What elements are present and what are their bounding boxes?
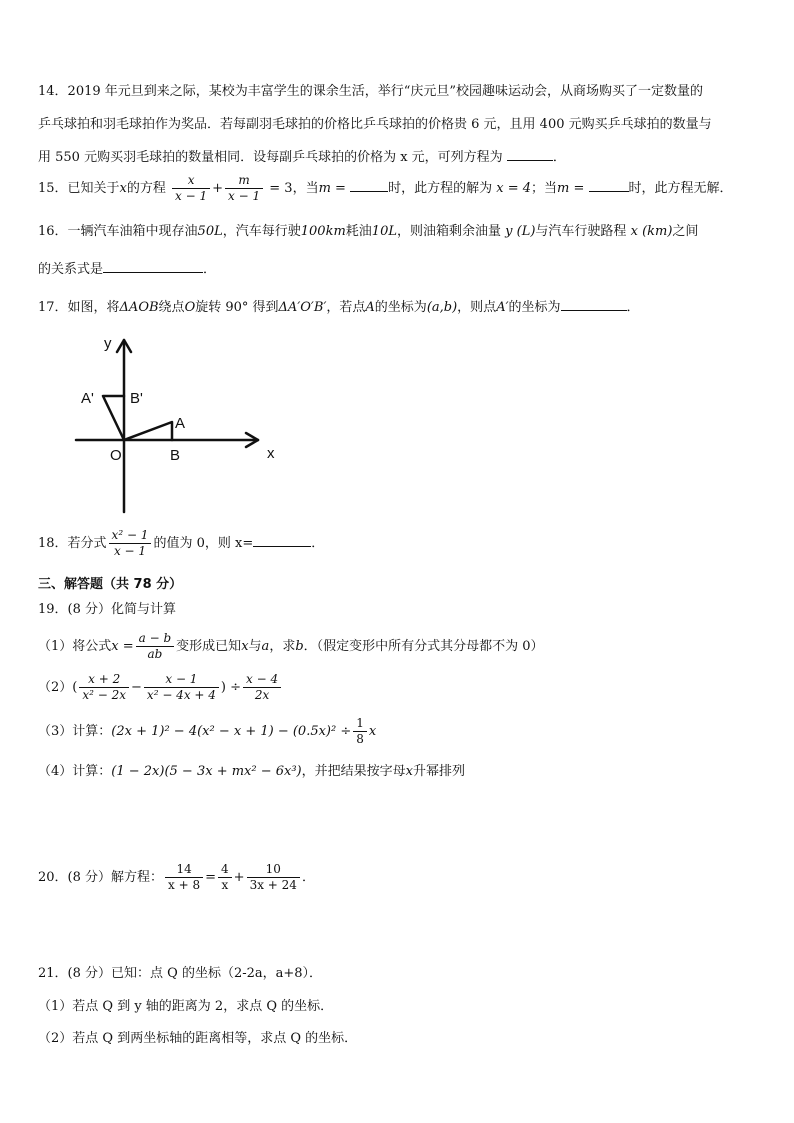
q21-line3: （2）若点 Q 到两坐标轴的距离相等，求点 Q 的坐标． — [38, 1031, 358, 1046]
label-y: y — [104, 335, 112, 352]
q19-p3-expr: (2x + 1)² − 4(x² − x + 1) − (0.5x)² ÷ — [111, 724, 352, 739]
q15-prefix: 15．已知关于 — [38, 181, 120, 196]
label-B: B — [170, 447, 181, 464]
q17-e: 的坐标为 — [374, 300, 427, 315]
numerator: x − 1 — [144, 672, 219, 688]
numerator: m — [225, 173, 263, 189]
q16-x: x — [630, 224, 638, 239]
q18-fraction — [109, 528, 152, 559]
q19-p4-x: x — [405, 764, 413, 779]
q15-line — [38, 172, 733, 206]
answer-blank[interactable] — [103, 258, 203, 273]
q21-line1: 21．(8 分）已知：点 Q 的坐标（2-2a，a+8）． — [38, 966, 323, 981]
coordinate-figure — [70, 328, 290, 518]
q19-p1-g: b — [295, 639, 304, 654]
q16-yL: (L) — [516, 224, 536, 239]
q19-p1-h: ．（假定变形中所有分式其分母都不为 0） — [303, 639, 544, 654]
q20-period: ． — [301, 870, 315, 885]
q19-p2-fraction-3 — [243, 672, 281, 703]
equals-sign: = — [205, 870, 217, 885]
q19-part2 — [38, 670, 283, 706]
q14-line2: 乒乓球拍和羽毛球拍作为奖品．若每副羽毛球拍的价格比乒乓球拍的价格贵 6 元，且用 400 元购买乒乓球拍的数量与 — [38, 117, 712, 132]
answer-blank[interactable] — [507, 146, 553, 161]
q19-p1-fraction — [136, 631, 175, 662]
q16-b: ，汽车每行驶 — [222, 224, 301, 239]
label-A-prime: A' — [81, 390, 94, 407]
denominator: x − 1 — [175, 189, 208, 203]
q18-a: 18．若分式 — [38, 536, 107, 551]
q15-eq3: = 3，当 — [269, 181, 319, 196]
q19-p4-a: （4）计算： — [38, 764, 112, 779]
answer-blank[interactable] — [589, 177, 629, 192]
q19-p2-fraction-1 — [79, 672, 129, 703]
q17-a: 17．如图，将 — [38, 300, 120, 315]
answer-blank[interactable] — [561, 296, 627, 311]
numerator: 10 — [247, 862, 300, 878]
numerator: a − b — [136, 631, 175, 647]
numerator: x — [172, 173, 210, 189]
label-B-prime: B' — [130, 390, 143, 407]
q16-line2 — [38, 258, 216, 280]
q16-v50: 50L — [197, 224, 223, 239]
q19-p3-fraction — [353, 716, 367, 747]
q15-fraction-1 — [172, 173, 210, 204]
q19-p1-f: ，求 — [269, 639, 296, 654]
q19-p4-expr: (1 − 2x)(5 − 3x + mx² − 6x³) — [111, 764, 302, 779]
q15-fraction-2 — [225, 173, 263, 204]
q20-a: 20．(8 分）解方程： — [38, 870, 164, 885]
denominator: ab — [147, 647, 163, 661]
denominator: 2x — [254, 688, 270, 702]
q14-line3-text: 用 550 元购买羽毛球拍的数量相同．设每副乒乓球拍的价格为 x 元，可列方程为 — [38, 150, 503, 165]
q17-tri1: ΔAOB — [119, 300, 159, 315]
q17-A2: A′ — [496, 300, 509, 315]
q20-line — [38, 858, 315, 898]
q20-fraction-2 — [218, 862, 232, 893]
numerator: x − 4 — [243, 672, 281, 688]
q16-line1 — [38, 222, 698, 242]
section-heading: 三、解答题（共 78 分） — [38, 577, 183, 592]
q18-line — [38, 526, 324, 562]
q19-title: 19．(8 分）化简与计算 — [38, 602, 177, 617]
q19-part1 — [38, 630, 544, 664]
answer-blank[interactable] — [253, 532, 311, 547]
q20-fraction-3 — [247, 862, 300, 893]
denominator: x − 1 — [113, 544, 147, 558]
q17-d: ，若点 — [326, 300, 366, 315]
q15-t3: 时，此方程无解． — [628, 181, 733, 196]
label-A: A — [175, 415, 186, 432]
q19-p2-div: ) ÷ — [220, 680, 242, 695]
q16-e: 与汽车行驶路程 — [535, 224, 627, 239]
label-x: x — [267, 445, 275, 462]
q19-p4-c: 升幂排列 — [413, 764, 466, 779]
q17-O: O — [184, 300, 196, 315]
q16-f: 之间 — [672, 224, 699, 239]
q19-p2-a: （2）( — [38, 680, 78, 695]
q16-line2-text: 的关系式是 — [38, 262, 104, 277]
numerator: 1 — [353, 716, 367, 732]
q19-p1-c: x — [241, 639, 249, 654]
q15-var-x: x — [119, 181, 127, 196]
q16-v100: 100km — [300, 224, 346, 239]
denominator: 8 — [356, 732, 364, 746]
q15-t1: 时，此方程的解为 — [388, 181, 493, 196]
denominator: x — [221, 878, 229, 892]
denominator: 3x + 24 — [249, 878, 297, 892]
q17-line — [38, 296, 640, 318]
q19-p2-fraction-2 — [144, 672, 219, 703]
q15-t2: ；当 — [531, 181, 558, 196]
numerator: x² − 1 — [109, 528, 152, 544]
q18-period: ． — [311, 536, 325, 551]
q19-p1-b: 变形成已知 — [176, 639, 242, 654]
numerator: 4 — [218, 862, 232, 878]
minus-sign: − — [131, 680, 142, 695]
q17-A: A — [365, 300, 375, 315]
denominator: x² − 2x — [82, 688, 127, 702]
q17-tri2: ΔA′O′B′ — [278, 300, 327, 315]
q17-g: 的坐标为 — [508, 300, 561, 315]
q19-part4 — [38, 762, 465, 782]
q17-b: 绕点 — [158, 300, 185, 315]
q14-line3 — [38, 146, 566, 168]
triangle-aob — [124, 422, 172, 440]
q14-line1: 14．2019 年元旦到来之际，某校为丰富学生的课余生活，举行“庆元旦”校园趣味运动会，从商场购买了一定数量的 — [38, 84, 704, 99]
q21-line2: （1）若点 Q 到 y 轴的距离为 2，求点 Q 的坐标． — [38, 999, 334, 1014]
q20-fraction-1 — [165, 862, 203, 893]
q15-x4: x = 4 — [496, 181, 531, 196]
q15-mid: 的方程 — [126, 181, 166, 196]
q17-coord: (a,b) — [426, 300, 458, 315]
q19-p3-x: x — [368, 724, 377, 739]
answer-blank[interactable] — [350, 177, 388, 192]
q15-m2: m = — [557, 181, 585, 196]
q16-y: y — [505, 224, 513, 239]
q16-c: 耗油 — [345, 224, 372, 239]
q19-p4-b: ，并把结果按字母 — [301, 764, 406, 779]
q19-p1-x: x = — [111, 639, 134, 654]
q15-m1: m = — [318, 181, 346, 196]
q16-period: ． — [203, 262, 217, 277]
triangle-a1ob1 — [103, 396, 124, 440]
plus-sign: + — [233, 870, 245, 885]
q19-p3-a: （3）计算： — [38, 724, 112, 739]
q18-b: 的值为 0，则 x= — [153, 536, 254, 551]
q16-a: 16．一辆汽车油箱中现存油 — [38, 224, 198, 239]
q16-d: ，则油箱剩余油量 — [396, 224, 501, 239]
denominator: x + 8 — [168, 878, 201, 892]
q17-c: 旋转 90° 得到 — [195, 300, 279, 315]
q19-p1-e: a — [261, 639, 270, 654]
q16-v10: 10L — [371, 224, 397, 239]
q16-xkm: (km) — [642, 224, 673, 239]
q17-f: ，则点 — [457, 300, 497, 315]
q17-period: ． — [626, 300, 640, 315]
denominator: x² − 4x + 4 — [146, 688, 216, 702]
q19-p1-a: （1）将公式 — [38, 639, 112, 654]
q19-p1-d: 与 — [248, 639, 262, 654]
q14-period: ． — [552, 150, 566, 165]
numerator: 14 — [165, 862, 203, 878]
plus-sign: + — [212, 181, 224, 196]
label-O: O — [110, 447, 122, 464]
q19-part3 — [38, 714, 376, 750]
denominator: x − 1 — [228, 189, 261, 203]
numerator: x + 2 — [79, 672, 129, 688]
